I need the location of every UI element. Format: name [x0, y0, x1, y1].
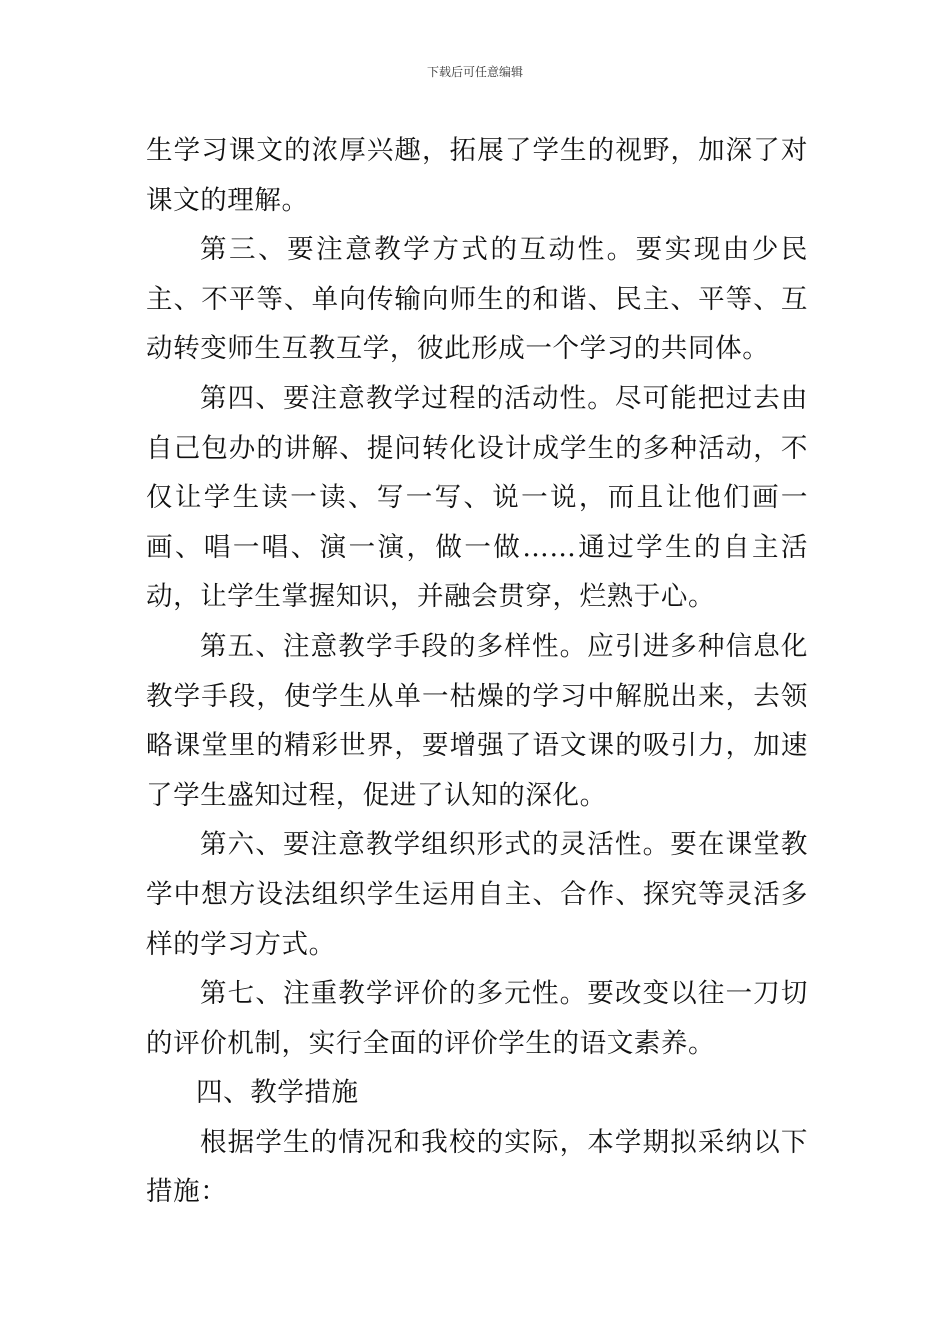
- section-heading-teaching-measures: 四、教学措施: [196, 1077, 359, 1109]
- paragraph-point-five: 第五、注意教学手段的多样性。应引进多种信息化教学手段，使学生从单一枯燥的学习中解脱出来，去领略课堂里的精彩世界，要增强了语文课的吸引力，加速了学生盛知过程，促进了认知的深化。: [146, 630, 808, 811]
- document-body: [146, 126, 808, 1217]
- paragraph-point-seven: 第七、注重教学评价的多元性。要改变以往一刀切的评价机制，实行全面的评价学生的语文素养。: [146, 978, 808, 1059]
- paragraph-measures-intro: 根据学生的情况和我校的实际，本学期拟采纳以下措施：: [146, 1126, 808, 1208]
- paragraph-point-six: 第六、要注意教学组织形式的灵活性。要在课堂教学中想方设法组织学生运用自主、合作、探究等灵活多样的学习方式。: [146, 829, 808, 960]
- paragraph-point-three: 第三、要注意教学方式的互动性。要实现由少民主、不平等、单向传输向师生的和谐、民主、平等、互动转变师生互教互学，彼此形成一个学习的共同体。: [146, 234, 808, 365]
- paragraph-continuation: 生学习课文的浓厚兴趣，拓展了学生的视野，加深了对课文的理解。: [146, 135, 808, 216]
- paragraph-point-four: 第四、要注意教学过程的活动性。尽可能把过去由自己包办的讲解、提问转化设计成学生的多种活动，不仅让学生读一读、写一写、说一说，而且让他们画一画、唱一唱、演一演，做一做……通过学生的自主活动，让学生掌握知识，并融会贯穿，烂熟于心。: [146, 382, 808, 613]
- page-header-note: 下载后可任意编辑: [426, 65, 523, 79]
